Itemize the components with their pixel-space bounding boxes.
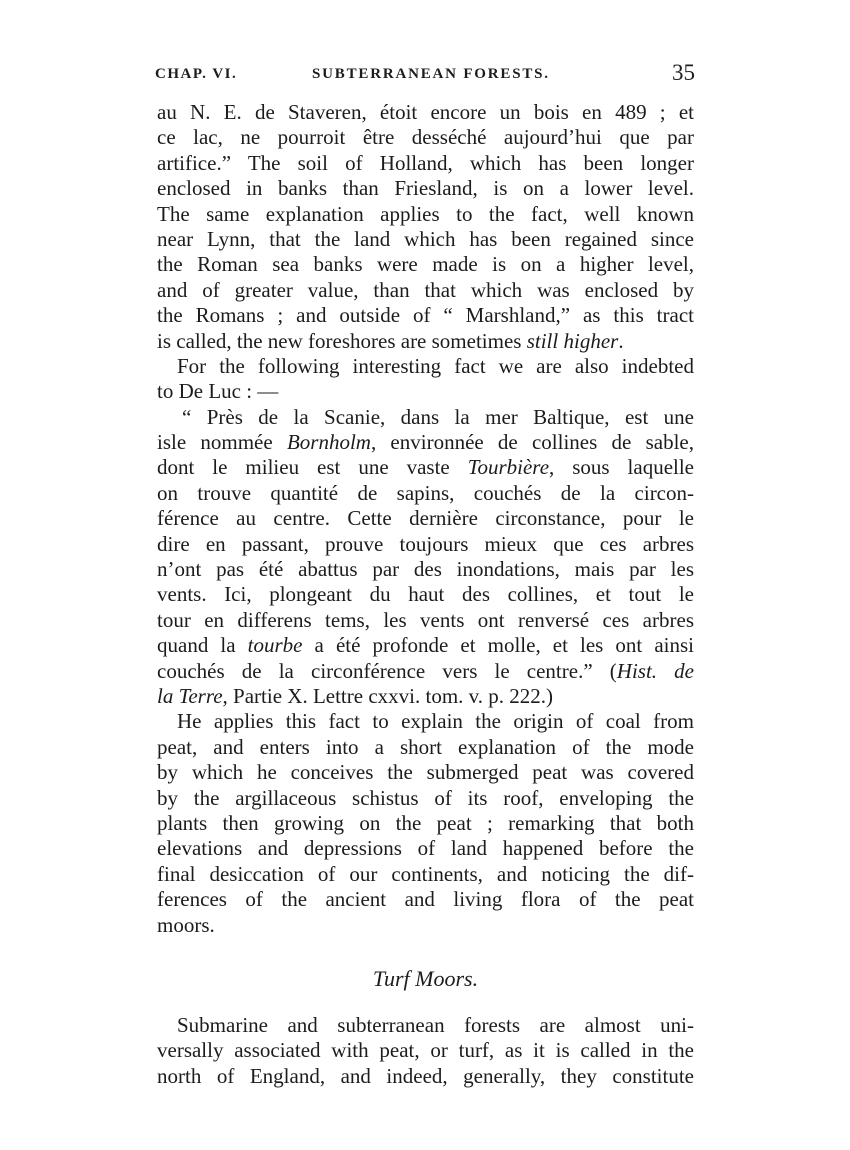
text-line: ce lac, ne pourroit être desséché aujourd’hui que par — [157, 125, 694, 150]
text-run: , Partie X. Lettre cxxvi. tom. v. p. 222.) — [222, 683, 554, 708]
text-run: dont le milieu est une vaste — [157, 455, 468, 480]
text-run: couchés de la circonférence vers le centre.” ( — [157, 658, 617, 683]
text-line: the Roman sea banks were made is on a higher level, — [157, 252, 694, 277]
quote-line: férence au centre. Cette dernière circonstance, pour le — [157, 506, 694, 531]
text-line: to De Luc : — — [157, 379, 279, 404]
text-line — [157, 329, 694, 354]
text-run: is called, the new foreshores are sometimes — [157, 328, 527, 353]
italic-text: tourbe — [247, 633, 303, 658]
italic-text: Tourbière — [467, 455, 550, 480]
text-line: north of England, and indeed, generally, they constitute — [157, 1063, 694, 1088]
text-line: and of greater value, than that which was enclosed by — [157, 277, 694, 302]
text-run: quand la — [157, 633, 248, 658]
text-run: isle nommée — [157, 430, 287, 455]
text-line: For the following interesting fact we are also indebted — [177, 353, 694, 378]
quote-line: vents. Ici, plongeant du haut des collines, et tout le — [157, 582, 694, 607]
italic-text: Hist. de — [616, 658, 694, 683]
italic-text: la Terre — [157, 683, 223, 708]
quote-line: “ Près de la Scanie, dans la mer Baltique, est une — [182, 404, 694, 429]
text-line: plants then growing on the peat ; remarking that both — [157, 810, 694, 835]
quote-line — [157, 684, 694, 709]
text-run: . — [618, 328, 624, 353]
text-line: artifice.” The soil of Holland, which has been longer — [157, 150, 694, 175]
quote-line: n’ont pas été abattus par des inondations, mais par les — [157, 557, 694, 582]
text-line: versally associated with peat, or turf, as it is called in the — [157, 1038, 694, 1063]
text-line: by the argillaceous schistus of its roof, enveloping the — [157, 785, 694, 810]
quote-line — [157, 430, 694, 455]
text-line: elevations and depressions of land happened before the — [157, 836, 694, 861]
page-number: 35 — [672, 60, 695, 85]
body-text — [157, 100, 694, 938]
text-line: He applies this fact to explain the origin of coal from — [177, 709, 694, 734]
quote-line — [157, 659, 694, 684]
text-line: Submarine and subterranean forests are almost uni- — [177, 1013, 694, 1037]
text-line: The same explanation applies to the fact, well known — [157, 201, 694, 226]
italic-text: Bornholm — [286, 430, 371, 455]
quote-line — [157, 633, 694, 658]
quote-line — [157, 455, 694, 480]
quote-line: dire en passant, prouve toujours mieux que ces arbres — [157, 531, 694, 556]
quote-line: tour en differens tems, les vents ont renversé ces arbres — [157, 607, 694, 632]
text-run: a été profonde et molle, et les ont ainsi — [302, 633, 694, 658]
text-line: ferences of the ancient and living flora of the peat — [157, 887, 694, 912]
text-line: the Romans ; and outside of “ Marshland,” as this tract — [157, 303, 694, 328]
chapter-label: CHAP. VI. — [155, 66, 238, 82]
text-run: , environnée de collines de sable, — [370, 430, 694, 455]
quote-line: on trouve quantité de sapins, couchés de la circon- — [157, 480, 694, 505]
text-line: enclosed in banks than Friesland, is on a lower level. — [157, 176, 694, 201]
running-head — [155, 60, 695, 90]
text-line: final desiccation of our continents, and noticing the dif- — [157, 861, 694, 886]
text-line: peat, and enters into a short explanation of the mode — [157, 734, 694, 759]
body-text-continued — [157, 1013, 694, 1089]
text-line: au N. E. de Staveren, étoit encore un bois en 489 ; et — [157, 100, 694, 124]
section-heading: Turf Moors. — [372, 966, 479, 991]
text-run: , sous laquelle — [549, 455, 694, 480]
text-line: by which he conceives the submerged peat was covered — [157, 760, 694, 785]
text-line: moors. — [157, 912, 215, 937]
running-title: SUBTERRANEAN FORESTS. — [312, 66, 550, 82]
text-line: near Lynn, that the land which has been regained since — [157, 226, 694, 251]
italic-text: still higher — [526, 328, 619, 353]
